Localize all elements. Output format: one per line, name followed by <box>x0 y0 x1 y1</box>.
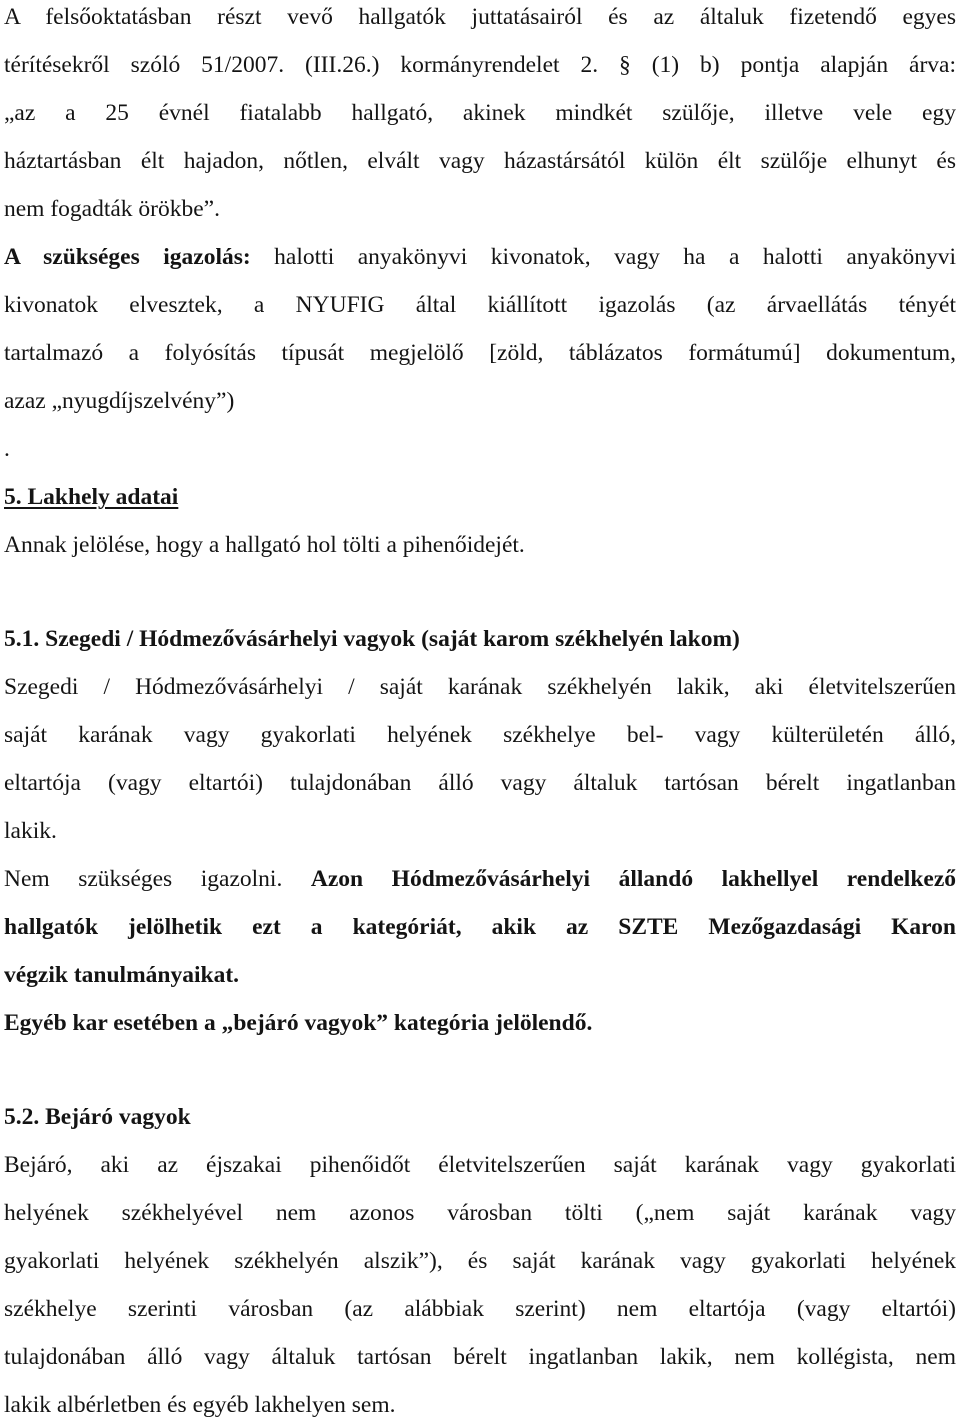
section-5-heading-row <box>4 482 956 512</box>
section-5-2-line: székhelye szerinti városban (az alábbiak szerint) nem eltartója (vagy eltartói) <box>4 1296 956 1322</box>
section-5-2-line: Bejáró, aki az éjszakai pihenőidőt életvitelszerűen saját karának vagy gyakorlati <box>4 1152 956 1178</box>
para2-text: halotti anyakönyvi kivonatok, vagy ha a halotti anyakönyvi <box>250 244 957 270</box>
section-5-1-line: Szegedi / Hódmezővásárhelyi / saját karának székhelyén lakik, aki életvitelszerűen <box>4 674 956 700</box>
section-5-1-note: Egyéb kar esetében a „bejáró vagyok” kategória jelölendő. <box>4 1010 593 1036</box>
section-5-2-line: gyakorlati helyének székhelyén alszik”), és saját karának vagy gyakorlati helyének <box>4 1248 956 1274</box>
para1-line: „az a 25 évnél fiatalabb hallgató, akinek mindkét szülője, illetve vele egy <box>4 100 956 126</box>
section-5-1-note <box>4 864 956 894</box>
para1-line: térítésekről szóló 51/2007. (III.26.) kormányrendelet 2. § (1) b) pontja alapján árva: <box>4 52 956 78</box>
para2-line: tartalmazó a folyósítás típusát megjelölő [zöld, táblázatos formátumú] dokumentum, <box>4 340 956 366</box>
section-5-intro: Annak jelölése, hogy a hallgató hol tölti a pihenőidejét. <box>4 532 525 558</box>
section-5-2-heading: 5.2. Bejáró vagyok <box>4 1104 191 1130</box>
note-bold-text: Azon Hódmezővásárhelyi állandó lakhellyel rendelkező <box>310 866 957 892</box>
section-5-1-line: lakik. <box>4 818 57 844</box>
section-5-2-line: tulajdonában álló vagy általuk tartósan bérelt ingatlanban lakik, nem kollégista, nem <box>4 1344 956 1370</box>
section-5-1-note: végzik tanulmányaikat. <box>4 962 240 988</box>
para1-line: nem fogadták örökbe”. <box>4 196 220 222</box>
para2-line: kivonatok elvesztek, a NYUFIG által kiállított igazolás (az árvaellátás tényét <box>4 292 956 318</box>
no-proof-needed-text: Nem szükséges igazolni. <box>4 866 311 892</box>
para2-line: . <box>4 436 10 462</box>
section-5-heading: 5. Lakhely adatai <box>4 484 179 510</box>
para1-line: háztartásban élt hajadon, nőtlen, elvált vagy házastársától külön élt szülője elhunyt és <box>4 148 956 174</box>
para2-line <box>4 242 956 272</box>
para2-line: azaz „nyugdíjszelvény”) <box>4 388 235 414</box>
para1-line: A felsőoktatásban részt vevő hallgatók juttatásairól és az általuk fizetendő egyes <box>4 4 956 30</box>
section-5-1-line: saját karának vagy gyakorlati helyének székhelye bel- vagy külterületén álló, <box>4 722 956 748</box>
section-5-1-note: hallgatók jelölhetik ezt a kategóriát, akik az SZTE Mezőgazdasági Karon <box>4 914 956 940</box>
section-5-2-line: helyének székhelyével nem azonos városban tölti („nem saját karának vagy <box>4 1200 956 1226</box>
required-proof-label: A szükséges igazolás: <box>4 244 251 270</box>
section-5-1-line: eltartója (vagy eltartói) tulajdonában álló vagy általuk tartósan bérelt ingatlanban <box>4 770 956 796</box>
section-5-1-heading: 5.1. Szegedi / Hódmezővásárhelyi vagyok (saját karom székhelyén lakom) <box>4 626 740 652</box>
section-5-2-line: lakik albérletben és egyéb lakhelyen sem. <box>4 1392 396 1418</box>
